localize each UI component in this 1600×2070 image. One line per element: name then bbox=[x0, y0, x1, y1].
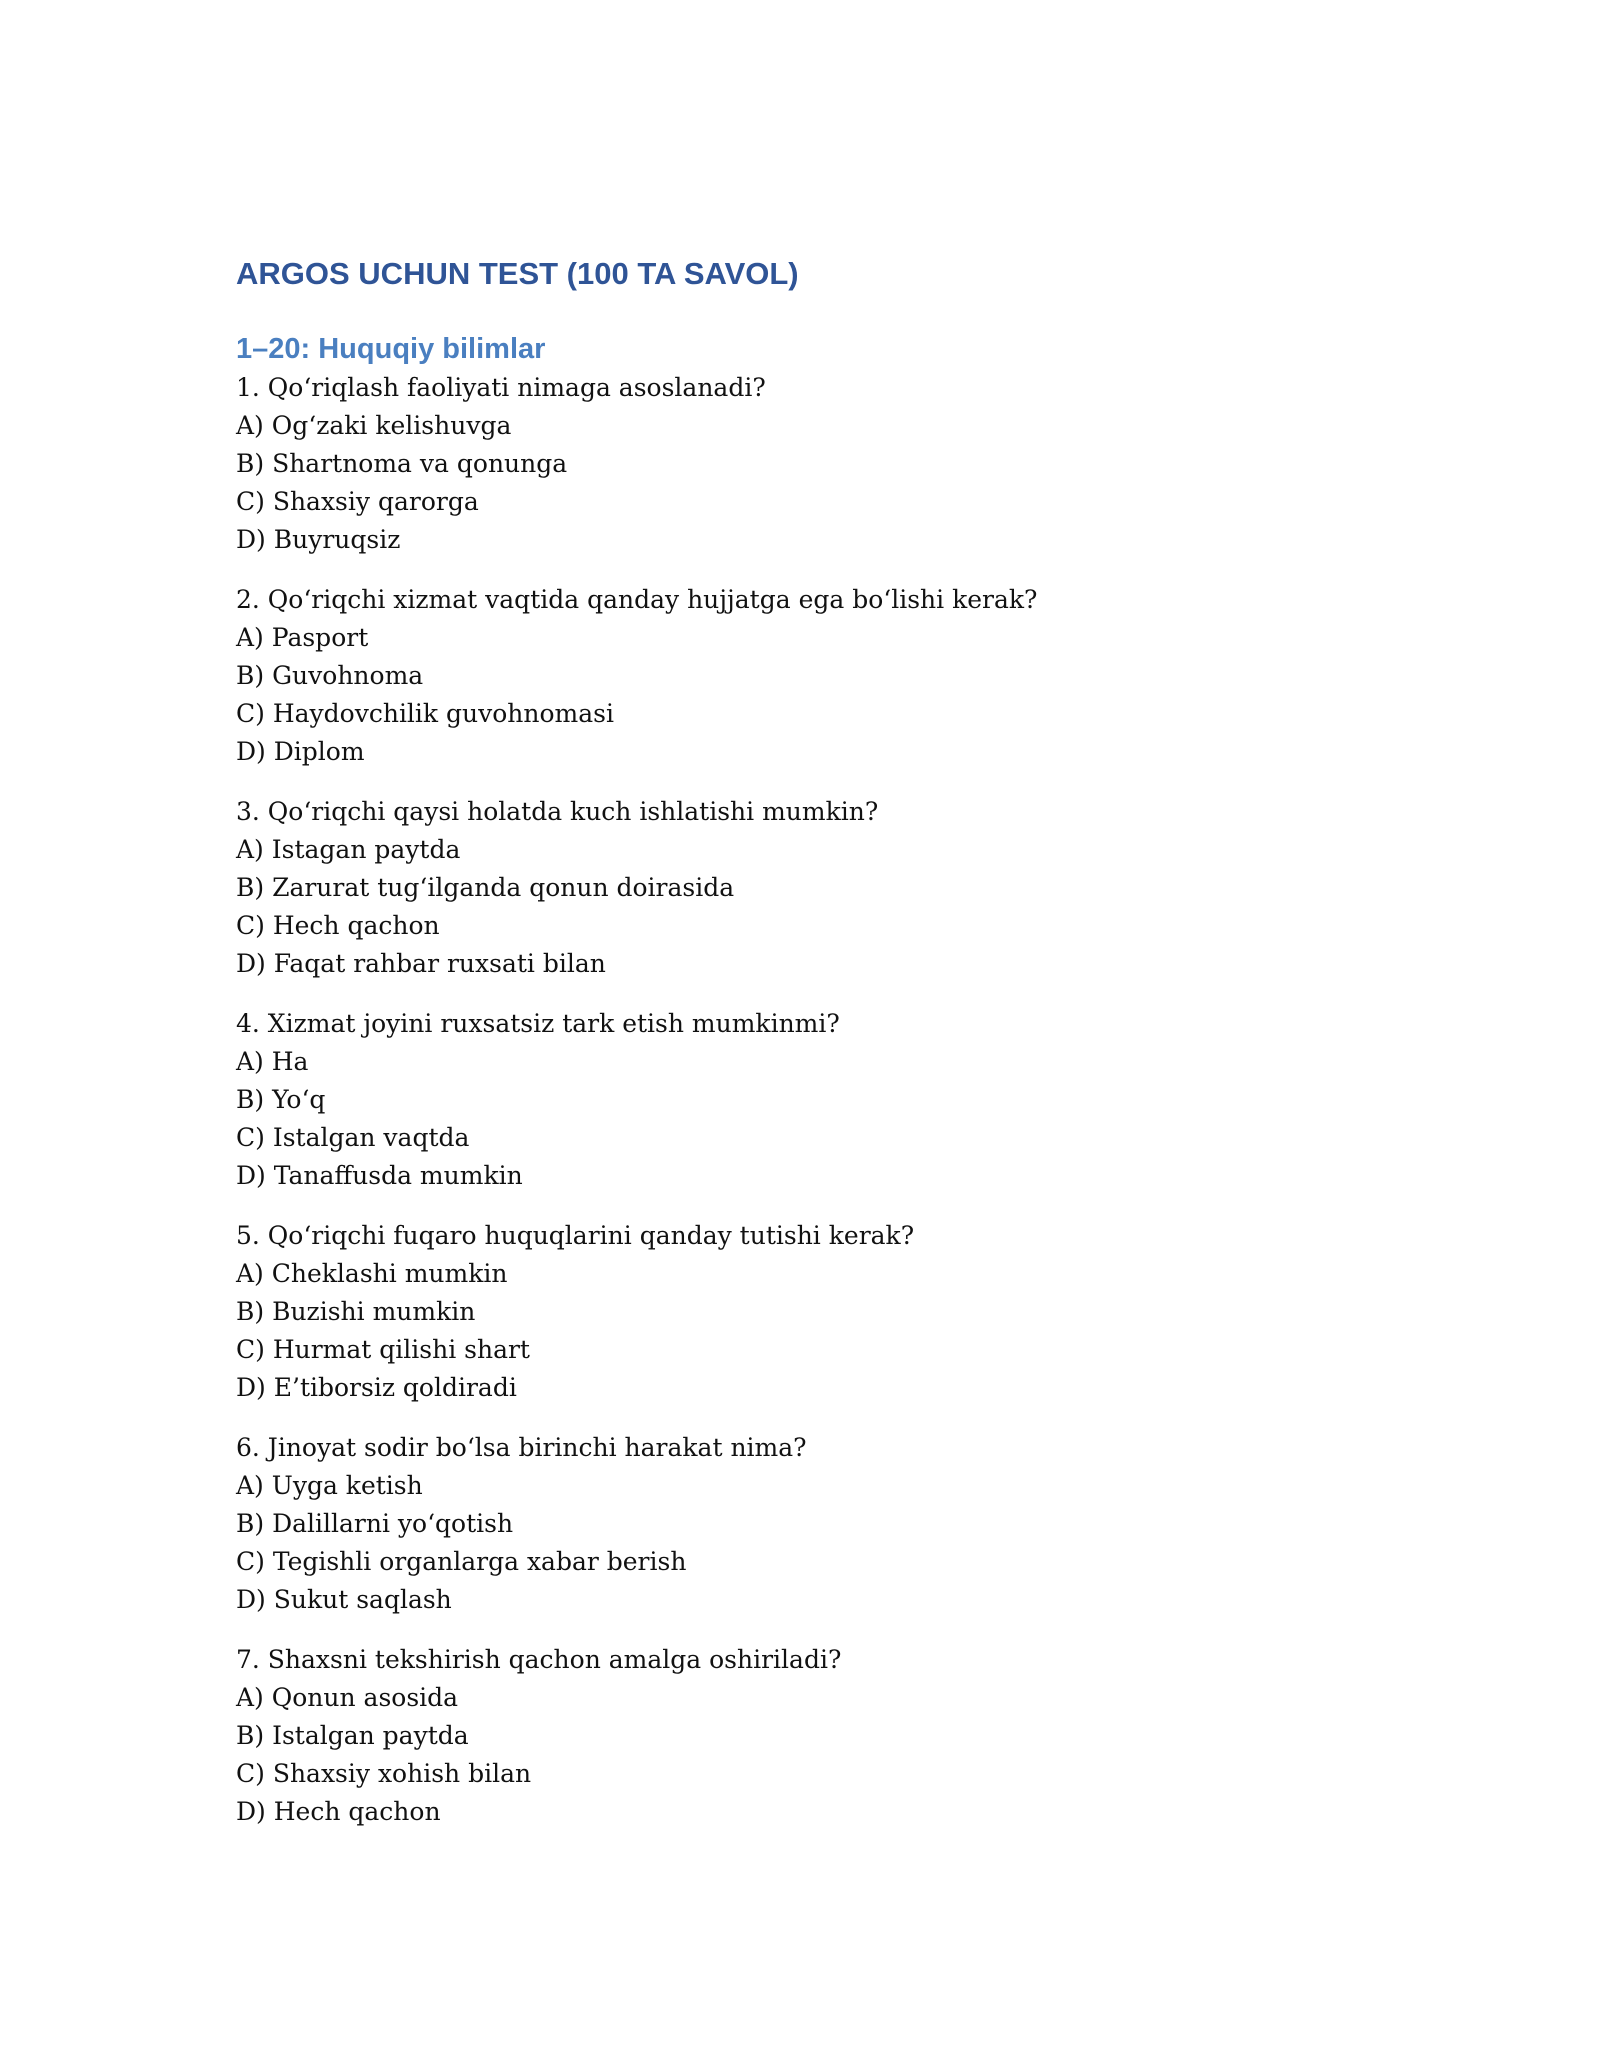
option-d: D) Diplom bbox=[236, 737, 365, 766]
question-2 bbox=[236, 581, 1366, 771]
option-a: A) Ha bbox=[236, 1047, 309, 1076]
option-a: A) Pasport bbox=[236, 623, 369, 652]
option-a: A) Istagan paytda bbox=[236, 835, 461, 864]
option-c: C) Tegishli organlarga xabar berish bbox=[236, 1547, 687, 1576]
section-heading: 1–20: Huquqiy bilimlar bbox=[236, 333, 546, 365]
question-5 bbox=[236, 1217, 1366, 1407]
question-6 bbox=[236, 1429, 1366, 1619]
option-b: B) Zarurat tug‘ilganda qonun doirasida bbox=[236, 873, 735, 902]
option-d: D) Tanaffusda mumkin bbox=[236, 1161, 523, 1190]
question-text: 6. Jinoyat sodir bo‘lsa birinchi harakat nima? bbox=[236, 1433, 807, 1462]
option-d: D) E’tiborsiz qoldiradi bbox=[236, 1373, 517, 1402]
option-c: C) Istalgan vaqtda bbox=[236, 1123, 470, 1152]
option-b: B) Istalgan paytda bbox=[236, 1721, 469, 1750]
question-text: 4. Xizmat joyini ruxsatsiz tark etish mumkinmi? bbox=[236, 1009, 840, 1038]
question-text: 2. Qo‘riqchi xizmat vaqtida qanday hujjatga ega bo‘lishi kerak? bbox=[236, 585, 1038, 614]
question-7 bbox=[236, 1641, 1366, 1831]
option-a: A) Og‘zaki kelishuvga bbox=[236, 411, 512, 440]
option-d: D) Buyruqsiz bbox=[236, 525, 401, 554]
option-c: C) Haydovchilik guvohnomasi bbox=[236, 699, 614, 728]
document-content bbox=[236, 254, 1366, 1853]
option-c: C) Shaxsiy xohish bilan bbox=[236, 1759, 532, 1788]
option-c: C) Shaxsiy qarorga bbox=[236, 487, 479, 516]
question-3 bbox=[236, 793, 1366, 983]
document-title: ARGOS UCHUN TEST (100 TA SAVOL) bbox=[236, 256, 799, 291]
option-c: C) Hurmat qilishi shart bbox=[236, 1335, 530, 1364]
option-c: C) Hech qachon bbox=[236, 911, 440, 940]
question-text: 3. Qo‘riqchi qaysi holatda kuch ishlatishi mumkin? bbox=[236, 797, 879, 826]
question-text: 7. Shaxsni tekshirish qachon amalga oshiriladi? bbox=[236, 1645, 842, 1674]
option-a: A) Cheklashi mumkin bbox=[236, 1259, 508, 1288]
question-list bbox=[236, 369, 1366, 1831]
question-4 bbox=[236, 1005, 1366, 1195]
option-d: D) Sukut saqlash bbox=[236, 1585, 452, 1614]
option-b: B) Shartnoma va qonunga bbox=[236, 449, 568, 478]
question-text: 5. Qo‘riqchi fuqaro huquqlarini qanday tutishi kerak? bbox=[236, 1221, 915, 1250]
option-a: A) Qonun asosida bbox=[236, 1683, 459, 1712]
option-a: A) Uyga ketish bbox=[236, 1471, 423, 1500]
option-d: D) Hech qachon bbox=[236, 1797, 441, 1826]
option-b: B) Guvohnoma bbox=[236, 661, 424, 690]
question-1 bbox=[236, 369, 1366, 559]
option-b: B) Yo‘q bbox=[236, 1085, 326, 1114]
option-b: B) Buzishi mumkin bbox=[236, 1297, 476, 1326]
option-d: D) Faqat rahbar ruxsati bilan bbox=[236, 949, 606, 978]
option-b: B) Dalillarni yo‘qotish bbox=[236, 1509, 514, 1538]
question-text: 1. Qo‘riqlash faoliyati nimaga asoslanadi? bbox=[236, 373, 766, 402]
